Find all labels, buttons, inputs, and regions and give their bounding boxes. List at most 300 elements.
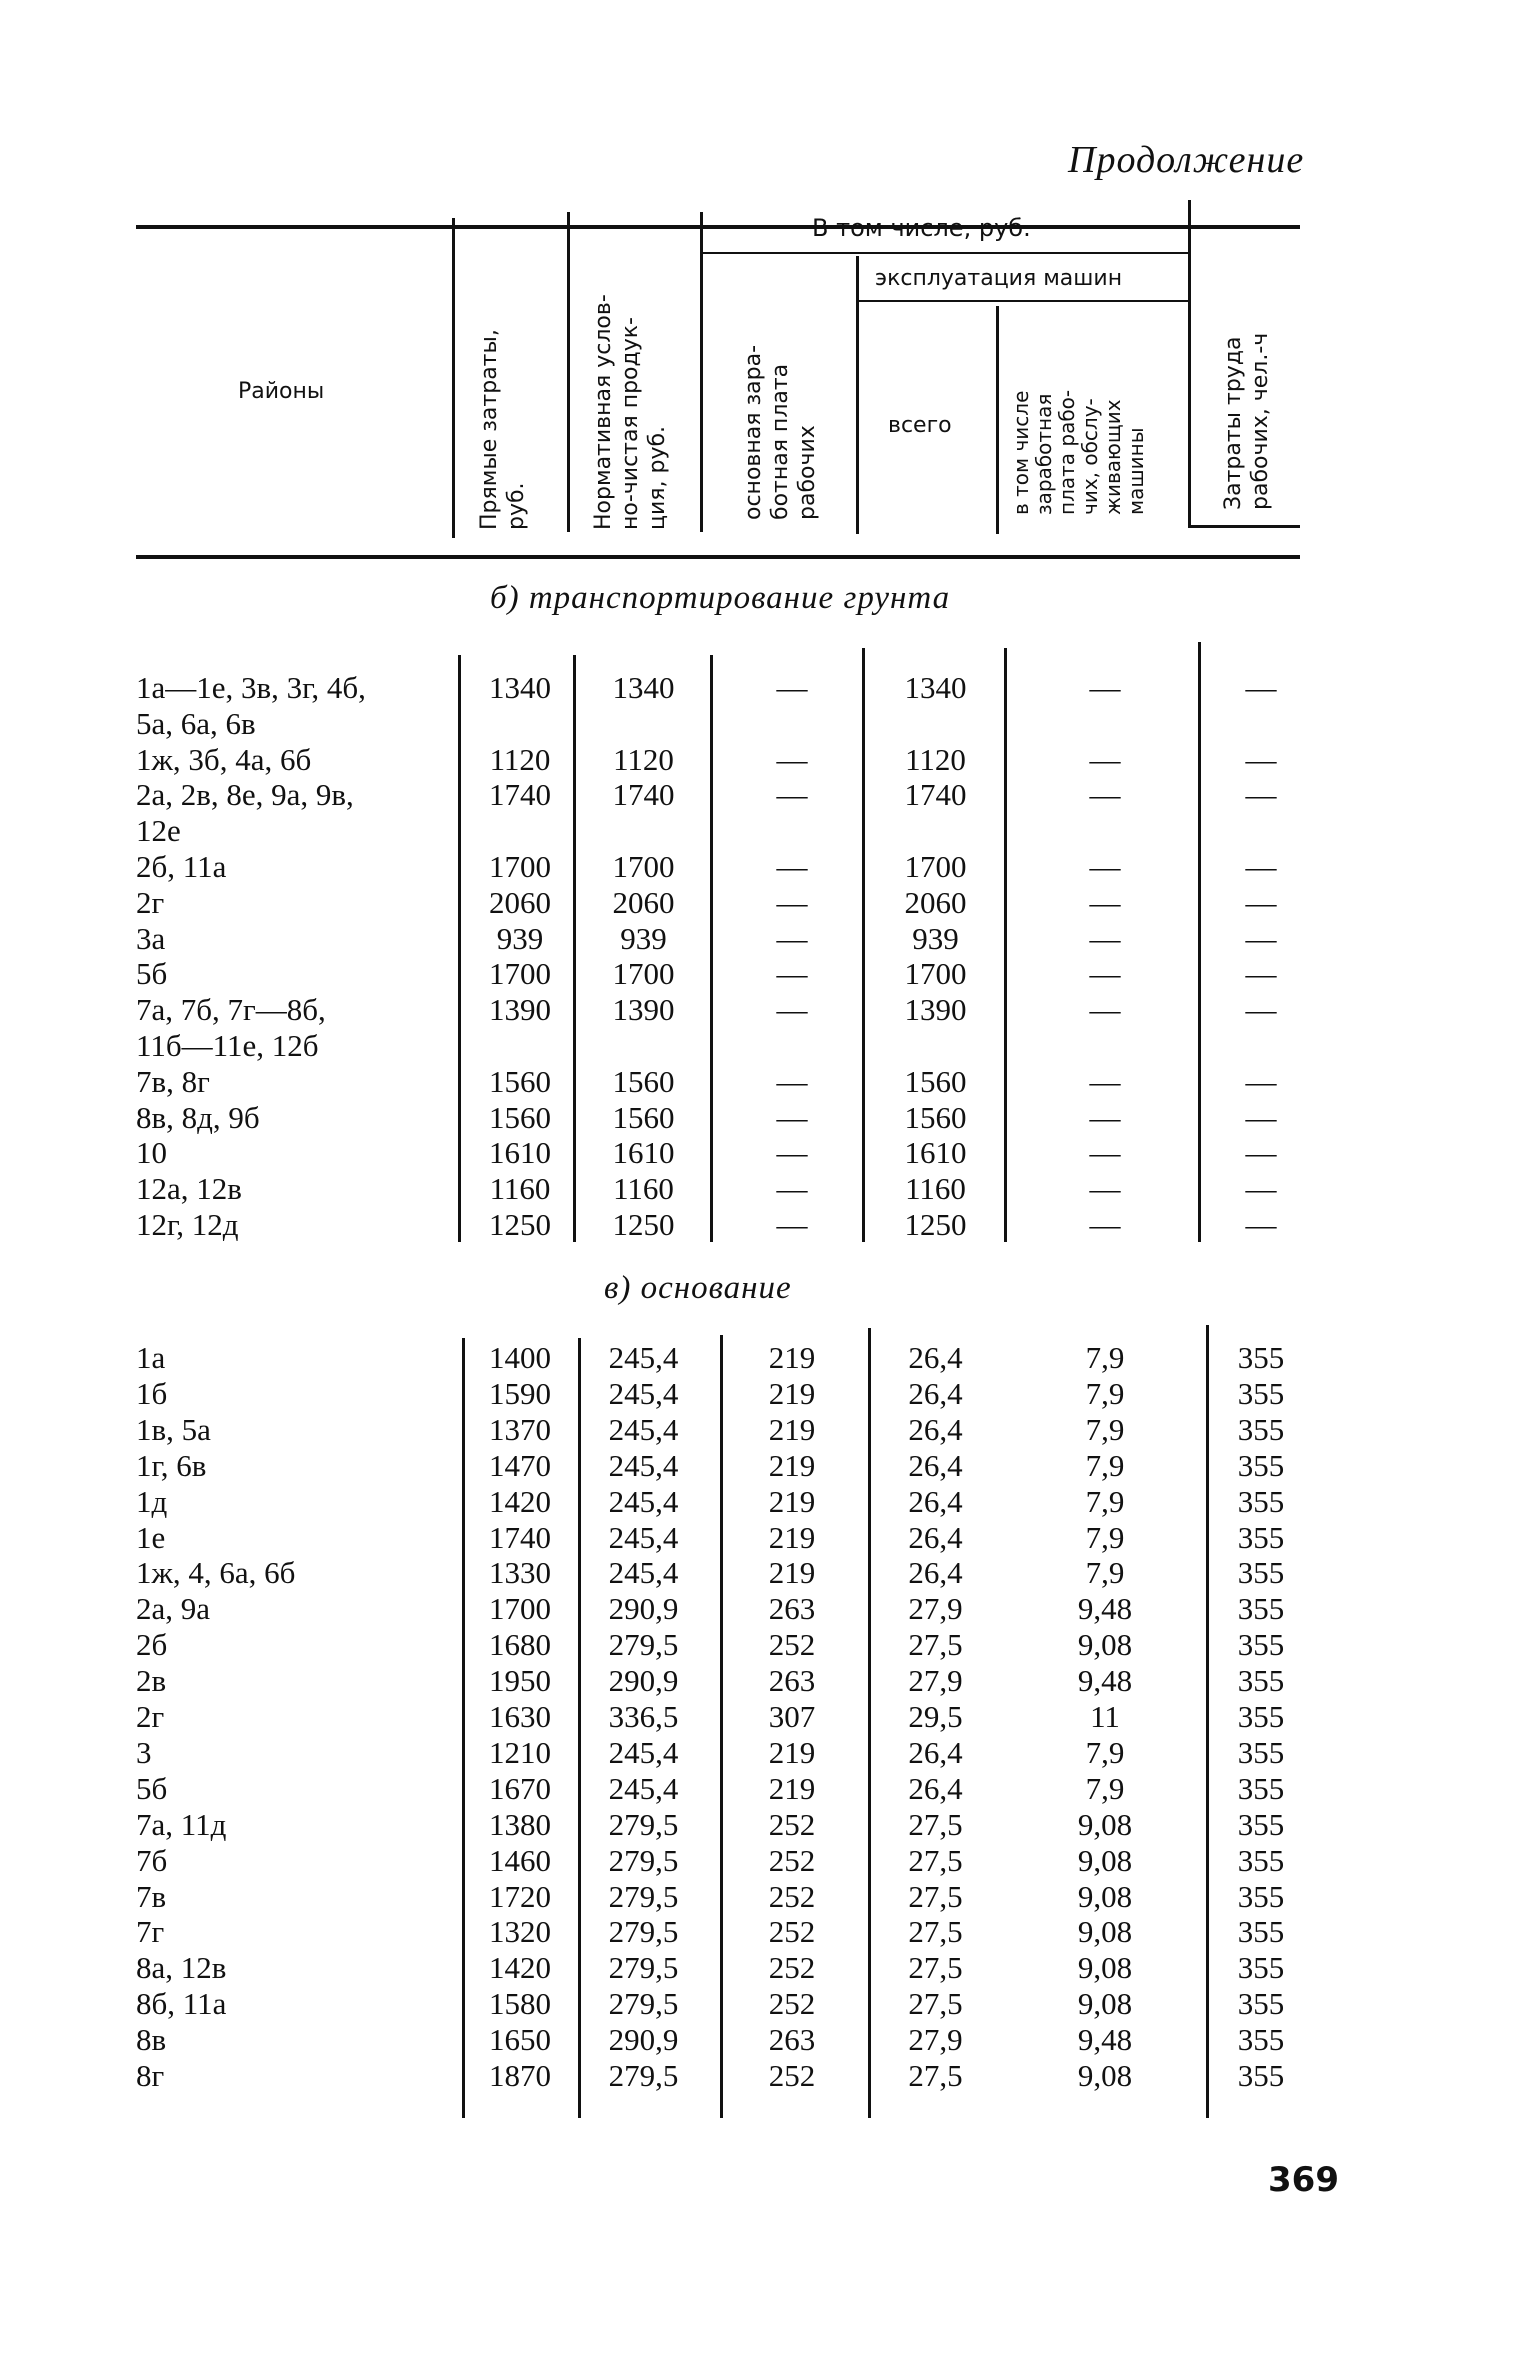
cell-direct: 1870: [489, 2058, 551, 2093]
cell-wage: —: [776, 849, 808, 884]
header-labor: Затраты труда рабочих, чел.-ч: [1221, 332, 1273, 510]
cell-direct: 1680: [489, 1627, 551, 1663]
table-row: [0, 1699, 1514, 1735]
continuation-label: Продолжение: [1068, 139, 1305, 181]
table-row: [0, 1735, 1514, 1771]
cell-wage: 252: [768, 1806, 816, 1842]
table-row: [0, 1807, 1514, 1843]
header-machine-group: эксплуатация машин: [875, 266, 1123, 291]
cell-labor: 355: [1237, 2022, 1285, 2058]
cell-incl: —: [1089, 1099, 1121, 1135]
region-name: 7б: [136, 1842, 168, 1878]
cell-incl: —: [1089, 992, 1121, 1028]
cell-direct: 1390: [489, 992, 551, 1028]
cell-norm: 279,5: [608, 1914, 679, 1950]
cell-total: 26,4: [908, 1770, 963, 1806]
table-row: [0, 1376, 1514, 1412]
header-divider-5: [996, 306, 999, 534]
cell-total: 27,5: [908, 1986, 963, 2022]
cell-norm: 245,4: [608, 1447, 679, 1483]
cell-norm: 245,4: [608, 1411, 679, 1447]
cell-labor: —: [1245, 670, 1277, 705]
cell-norm: 1700: [612, 956, 675, 992]
region-name: 1г, 6в: [136, 1447, 207, 1483]
table-row: [0, 1484, 1514, 1520]
cell-labor: 355: [1237, 1483, 1285, 1519]
cell-labor: 355: [1237, 1627, 1285, 1663]
region-name: 1а: [136, 1340, 166, 1375]
cell-wage: —: [776, 777, 808, 813]
cell-direct: 1400: [489, 1340, 551, 1375]
cell-norm: 1250: [612, 1207, 675, 1242]
table-row: [0, 670, 1514, 706]
cell-direct: 1610: [489, 1135, 551, 1171]
region-name: 3: [136, 1734, 152, 1770]
cell-incl: 9,08: [1077, 1842, 1133, 1878]
cell-total: 27,9: [908, 2022, 963, 2058]
cell-labor: —: [1245, 1135, 1277, 1171]
cell-labor: 355: [1237, 1878, 1285, 1914]
cell-direct: 1370: [489, 1411, 551, 1447]
cell-total: 27,5: [908, 1878, 963, 1914]
cell-norm: 290,9: [608, 1663, 679, 1699]
cell-norm: 279,5: [608, 2058, 679, 2093]
cell-total: 27,5: [908, 1842, 963, 1878]
table-row: [0, 1591, 1514, 1627]
cell-total: 1610: [904, 1135, 967, 1171]
cell-norm: 290,9: [608, 2022, 679, 2058]
cell-total: 1700: [904, 956, 967, 992]
cell-norm: 2060: [612, 884, 675, 920]
cell-wage: 219: [768, 1770, 816, 1806]
cell-labor: 355: [1237, 2058, 1285, 2093]
cell-labor: —: [1245, 777, 1277, 813]
table-row: [0, 1627, 1514, 1663]
table-row: [0, 921, 1514, 957]
cell-norm: 1390: [612, 992, 675, 1028]
cell-wage: 219: [768, 1483, 816, 1519]
table-row: [0, 1448, 1514, 1484]
region-name: 1ж, 3б, 4а, 6б: [136, 741, 312, 777]
cell-labor: —: [1245, 741, 1277, 777]
cell-labor: 355: [1237, 1699, 1285, 1734]
region-name: 2а, 2в, 8е, 9а, 9в,: [136, 777, 354, 813]
table-row: [0, 1843, 1514, 1879]
region-name: 1б: [136, 1375, 168, 1411]
page-number: 369: [1268, 2160, 1339, 2200]
cell-norm: 1610: [612, 1135, 675, 1171]
region-name: 8г: [136, 2058, 165, 2093]
cell-direct: 1560: [489, 1063, 551, 1099]
cell-labor: 355: [1237, 1770, 1285, 1806]
cell-incl: 9,48: [1077, 1591, 1133, 1627]
cell-labor: 355: [1237, 1555, 1285, 1591]
region-name: 2г: [136, 884, 165, 920]
header-including-group: В том числе, руб.: [812, 214, 1031, 242]
cell-labor: —: [1245, 920, 1277, 956]
table-row: [0, 1555, 1514, 1591]
cell-incl: —: [1089, 1135, 1121, 1171]
cell-labor: 355: [1237, 1914, 1285, 1950]
cell-direct: 1700: [489, 1591, 551, 1627]
cell-labor: 355: [1237, 1411, 1285, 1447]
table-row: [0, 1663, 1514, 1699]
cell-direct: 1950: [489, 1663, 551, 1699]
cell-wage: 219: [768, 1375, 816, 1411]
cell-norm: 245,4: [608, 1555, 679, 1591]
cell-direct: 1700: [489, 956, 551, 992]
cell-direct: 1210: [489, 1734, 551, 1770]
table-row: [0, 992, 1514, 1028]
table-row: [0, 2022, 1514, 2058]
cell-total: 27,5: [908, 1627, 963, 1663]
cell-labor: 355: [1237, 1375, 1285, 1411]
cell-incl: 9,08: [1077, 1806, 1133, 1842]
cell-incl: —: [1089, 956, 1121, 992]
cell-total: 939: [912, 920, 959, 956]
cell-wage: 252: [768, 1986, 816, 2022]
cell-total: 1560: [904, 1099, 967, 1135]
header-divider-1: [452, 218, 455, 538]
cell-incl: —: [1089, 741, 1121, 777]
cell-norm: 279,5: [608, 1627, 679, 1663]
table-row: [0, 1950, 1514, 1986]
cell-wage: 252: [768, 1950, 816, 1986]
cell-incl: 7,9: [1085, 1411, 1125, 1447]
cell-norm: 245,4: [608, 1519, 679, 1555]
region-name: 12г, 12д: [136, 1207, 239, 1242]
table-row: [0, 742, 1514, 778]
cell-incl: 7,9: [1085, 1734, 1125, 1770]
cell-norm: 1560: [612, 1063, 675, 1099]
cell-direct: 1380: [489, 1806, 551, 1842]
cell-total: 29,5: [908, 1699, 963, 1734]
cell-norm: 1340: [612, 670, 675, 705]
cell-wage: 219: [768, 1340, 816, 1375]
cell-incl: 9,08: [1077, 1878, 1133, 1914]
table-row: [0, 1520, 1514, 1556]
region-name: 1а—1е, 3в, 3г, 4б,: [136, 670, 366, 705]
cell-norm: 939: [620, 920, 667, 956]
cell-wage: 252: [768, 1914, 816, 1950]
cell-incl: 9,08: [1077, 2058, 1133, 2093]
cell-incl: —: [1089, 1207, 1121, 1242]
cell-norm: 279,5: [608, 1878, 679, 1914]
cell-total: 1250: [904, 1207, 967, 1242]
cell-norm: 245,4: [608, 1734, 679, 1770]
cell-incl: 7,9: [1085, 1555, 1125, 1591]
cell-direct: 1580: [489, 1986, 551, 2022]
section-b-title: б) транспортирование грунта: [490, 580, 951, 616]
cell-direct: 1630: [489, 1699, 551, 1734]
table-row: [0, 1064, 1514, 1100]
table-row: [0, 1412, 1514, 1448]
cell-direct: 1670: [489, 1770, 551, 1806]
cell-direct: 1340: [489, 670, 551, 705]
cell-labor: —: [1245, 992, 1277, 1028]
cell-direct: 1590: [489, 1375, 551, 1411]
cell-labor: 355: [1237, 1950, 1285, 1986]
cell-norm: 279,5: [608, 1842, 679, 1878]
header-divider-3: [700, 212, 703, 532]
region-name: 1ж, 4, 6а, 6б: [136, 1555, 296, 1591]
cell-norm: 245,4: [608, 1483, 679, 1519]
cell-total: 27,5: [908, 1950, 963, 1986]
cell-incl: 9,08: [1077, 1986, 1133, 2022]
cell-direct: 1320: [489, 1914, 551, 1950]
cell-wage: —: [776, 1063, 808, 1099]
cell-wage: 252: [768, 1878, 816, 1914]
cell-norm: 1560: [612, 1099, 675, 1135]
header-divider-4: [856, 256, 859, 534]
table-row: [0, 1135, 1514, 1171]
cell-wage: 307: [768, 1699, 816, 1734]
header-divider-2: [567, 212, 570, 532]
cell-wage: —: [776, 956, 808, 992]
cell-total: 1390: [904, 992, 967, 1028]
region-name: 1в, 5а: [136, 1411, 211, 1447]
header-base-wage: основная зара- ботная плата рабочих: [741, 344, 820, 520]
cell-wage: 252: [768, 1842, 816, 1878]
table-row: [0, 706, 1514, 742]
cell-direct: 1420: [489, 1950, 551, 1986]
cell-total: 1340: [904, 670, 967, 705]
region-name: 7в, 8г: [136, 1063, 210, 1099]
cell-norm: 1700: [612, 849, 675, 884]
cell-labor: 355: [1237, 1340, 1285, 1375]
region-name: 8б, 11а: [136, 1986, 227, 2022]
region-name: 7а, 7б, 7г—8б,: [136, 992, 326, 1028]
cell-direct: 1740: [489, 1519, 551, 1555]
cell-direct: 1250: [489, 1207, 551, 1242]
header-divider-6: [1188, 200, 1191, 525]
table-row: [0, 1340, 1514, 1376]
cell-direct: 1700: [489, 849, 551, 884]
header-machine-rule: [858, 300, 1188, 302]
cell-direct: 939: [496, 920, 544, 956]
header-bottom-rule: [136, 555, 1300, 559]
cell-direct: 1330: [489, 1555, 551, 1591]
table-row: [0, 1771, 1514, 1807]
cell-total: 2060: [904, 884, 967, 920]
table-row: [0, 1207, 1514, 1243]
cell-labor: 355: [1237, 1806, 1285, 1842]
region-name: 2в: [136, 1663, 167, 1699]
cell-norm: 336,5: [608, 1699, 679, 1734]
cell-incl: —: [1089, 777, 1121, 813]
region-name: 5б: [136, 956, 168, 992]
cell-direct: 1420: [489, 1483, 551, 1519]
cell-norm: 1160: [613, 1171, 674, 1207]
cell-wage: —: [776, 920, 808, 956]
cell-direct: 1470: [489, 1447, 551, 1483]
cell-wage: —: [776, 1135, 808, 1171]
cell-total: 26,4: [908, 1447, 963, 1483]
cell-norm: 279,5: [608, 1806, 679, 1842]
region-name: 7а, 11д: [136, 1806, 227, 1842]
cell-total: 27,5: [908, 2058, 963, 2093]
section-v-title: в) основание: [604, 1270, 792, 1306]
cell-incl: —: [1089, 849, 1121, 884]
cell-norm: 279,5: [608, 1986, 679, 2022]
cell-wage: 219: [768, 1411, 816, 1447]
cell-total: 26,4: [908, 1411, 963, 1447]
header-normative-net: Нормативная услов- но-чистая продук- ция, руб.: [591, 294, 670, 530]
header-regions: Районы: [238, 379, 325, 404]
region-name: 5а, 6а, 6в: [136, 705, 256, 741]
cell-labor: —: [1245, 1099, 1277, 1135]
cell-wage: 219: [768, 1734, 816, 1770]
cell-labor: 355: [1237, 1519, 1285, 1555]
cell-incl: 7,9: [1085, 1375, 1125, 1411]
cell-labor: —: [1245, 849, 1277, 884]
region-name: 12а, 12в: [136, 1171, 242, 1207]
cell-incl: 7,9: [1085, 1519, 1125, 1555]
cell-wage: 252: [768, 1627, 816, 1663]
cell-wage: —: [776, 1171, 808, 1207]
cell-labor: 355: [1237, 1663, 1285, 1699]
cell-wage: 219: [768, 1519, 816, 1555]
table-row: [0, 1028, 1514, 1064]
cell-wage: 219: [768, 1555, 816, 1591]
cell-direct: 1120: [489, 741, 551, 777]
table-row: [0, 956, 1514, 992]
region-name: 12е: [136, 813, 181, 849]
region-name: 2а, 9а: [136, 1591, 211, 1627]
cell-labor: —: [1245, 1207, 1277, 1242]
cell-norm: 245,4: [608, 1375, 679, 1411]
header-top-rule: [136, 225, 1300, 229]
cell-incl: —: [1089, 1063, 1121, 1099]
table-row: [0, 849, 1514, 885]
cell-wage: —: [776, 1099, 808, 1135]
cell-total: 26,4: [908, 1734, 963, 1770]
cell-wage: 219: [768, 1447, 816, 1483]
region-name: 10: [136, 1135, 167, 1171]
cell-total: 26,4: [908, 1555, 963, 1591]
cell-incl: 7,9: [1085, 1483, 1125, 1519]
cell-labor: 355: [1237, 1842, 1285, 1878]
cell-incl: 7,9: [1085, 1770, 1125, 1806]
cell-norm: 1740: [612, 777, 675, 813]
header-group-rule: [700, 252, 1188, 254]
cell-wage: —: [776, 741, 808, 777]
cell-incl: —: [1089, 884, 1121, 920]
cell-wage: 263: [768, 2022, 816, 2058]
cell-labor: 355: [1237, 1447, 1285, 1483]
table-row: [0, 885, 1514, 921]
cell-norm: 1120: [613, 741, 674, 777]
header-direct-costs: Прямые затраты, руб.: [477, 329, 529, 530]
cell-labor: —: [1245, 1063, 1277, 1099]
cell-direct: 1160: [489, 1171, 551, 1207]
cell-norm: 245,4: [608, 1770, 679, 1806]
header-table-rule: [1188, 525, 1300, 528]
cell-labor: —: [1245, 1171, 1277, 1207]
cell-wage: 263: [768, 1663, 816, 1699]
cell-incl: —: [1089, 1171, 1121, 1207]
cell-incl: 9,08: [1077, 1627, 1133, 1663]
cell-incl: 9,08: [1077, 1914, 1133, 1950]
cell-incl: 11: [1090, 1699, 1120, 1734]
region-name: 7г: [136, 1914, 165, 1950]
cell-norm: 290,9: [608, 1591, 679, 1627]
table-row: [0, 1171, 1514, 1207]
region-name: 3а: [136, 920, 166, 956]
region-name: 5б: [136, 1770, 168, 1806]
cell-incl: 7,9: [1085, 1340, 1125, 1375]
region-name: 1д: [136, 1483, 168, 1519]
region-name: 7в: [136, 1878, 167, 1914]
cell-total: 1120: [905, 741, 966, 777]
region-name: 8в: [136, 2022, 167, 2058]
table-row: [0, 1100, 1514, 1136]
region-name: 8а, 12в: [136, 1950, 227, 1986]
cell-direct: 1740: [489, 777, 551, 813]
cell-labor: —: [1245, 956, 1277, 992]
region-name: 2б, 11а: [136, 849, 227, 884]
cell-total: 26,4: [908, 1483, 963, 1519]
cell-labor: 355: [1237, 1734, 1285, 1770]
cell-incl: 7,9: [1085, 1447, 1125, 1483]
cell-labor: —: [1245, 884, 1277, 920]
region-name: 2б: [136, 1627, 168, 1663]
cell-total: 1740: [904, 777, 967, 813]
cell-total: 1560: [904, 1063, 967, 1099]
cell-direct: 1460: [489, 1842, 551, 1878]
cell-wage: —: [776, 992, 808, 1028]
cell-total: 27,5: [908, 1806, 963, 1842]
cell-incl: —: [1089, 920, 1121, 956]
table-row: [0, 777, 1514, 813]
cell-incl: 9,08: [1077, 1950, 1133, 1986]
region-name: 8в, 8д, 9б: [136, 1099, 260, 1135]
table-row: [0, 813, 1514, 849]
cell-direct: 1650: [489, 2022, 551, 2058]
region-name: 11б—11е, 12б: [136, 1028, 319, 1063]
cell-labor: 355: [1237, 1986, 1285, 2022]
cell-direct: 2060: [489, 884, 551, 920]
cell-wage: 263: [768, 1591, 816, 1627]
region-name: 1е: [136, 1519, 166, 1555]
cell-total: 1160: [905, 1171, 966, 1207]
table-row: [0, 2058, 1514, 2094]
cell-labor: 355: [1237, 1591, 1285, 1627]
cell-total: 26,4: [908, 1375, 963, 1411]
cell-norm: 245,4: [608, 1340, 679, 1375]
cell-total: 1700: [904, 849, 967, 884]
cell-total: 26,4: [908, 1340, 963, 1375]
cell-direct: 1720: [489, 1878, 551, 1914]
cell-incl: —: [1089, 670, 1121, 705]
table-row: [0, 1986, 1514, 2022]
cell-total: 27,5: [908, 1914, 963, 1950]
region-name: 2г: [136, 1699, 165, 1734]
cell-total: 27,9: [908, 1663, 963, 1699]
table-row: [0, 1914, 1514, 1950]
cell-incl: 9,48: [1077, 1663, 1133, 1699]
cell-wage: —: [776, 884, 808, 920]
header-incl-wage: в том числе заработная плата рабо- чих, обслу- живающих машины: [1009, 389, 1148, 515]
cell-incl: 9,48: [1077, 2022, 1133, 2058]
cell-wage: 252: [768, 2058, 816, 2093]
header-total: всего: [888, 413, 952, 438]
cell-norm: 279,5: [608, 1950, 679, 1986]
cell-wage: —: [776, 1207, 808, 1242]
cell-total: 26,4: [908, 1519, 963, 1555]
cell-wage: —: [776, 670, 808, 705]
table-row: [0, 1879, 1514, 1915]
